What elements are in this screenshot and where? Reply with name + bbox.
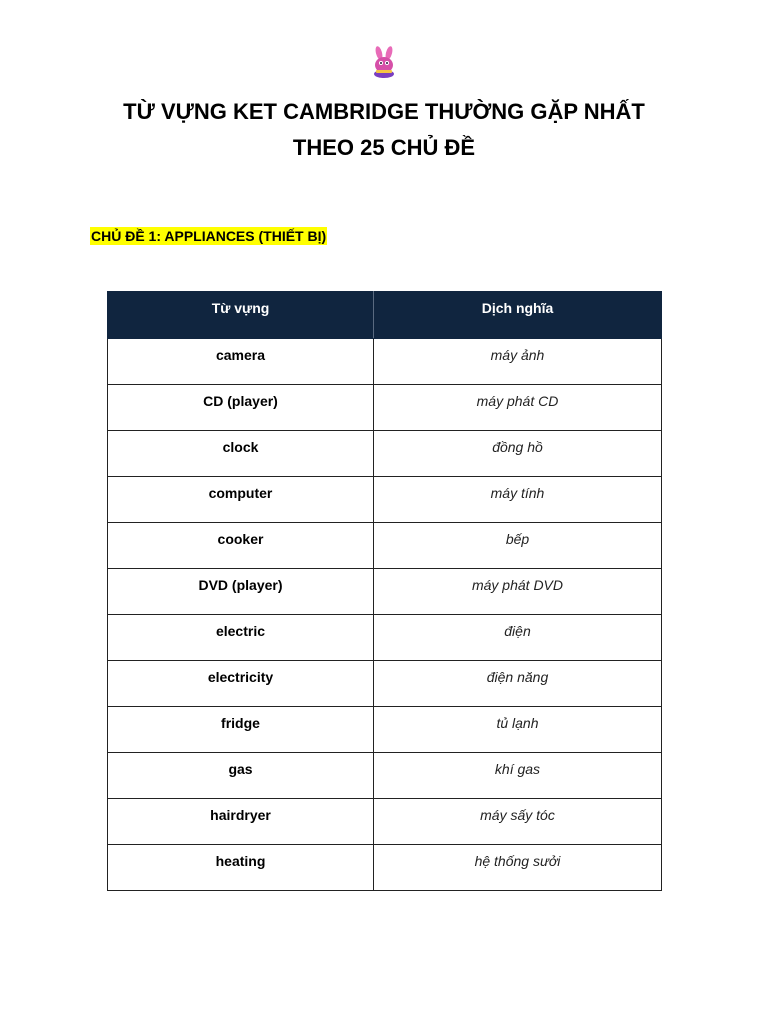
meaning-cell: đồng hồ (374, 431, 662, 477)
table-row (108, 569, 662, 615)
meaning-cell: khí gas (374, 753, 662, 799)
word-cell: clock (108, 431, 374, 477)
column-header-word: Từ vựng (108, 292, 374, 339)
table-row (108, 661, 662, 707)
table-row (108, 615, 662, 661)
column-header-meaning: Dịch nghĩa (374, 292, 662, 339)
meaning-cell: máy phát DVD (374, 569, 662, 615)
document-title (0, 94, 768, 166)
word-cell: cooker (108, 523, 374, 569)
word-cell: heating (108, 845, 374, 891)
word-cell: electricity (108, 661, 374, 707)
meaning-cell: máy phát CD (374, 385, 662, 431)
meaning-cell: tủ lạnh (374, 707, 662, 753)
word-cell: computer (108, 477, 374, 523)
vocabulary-table (107, 291, 662, 891)
title-line-1: TỪ VỰNG KET CAMBRIDGE THƯỜNG GẶP NHẤT (123, 99, 645, 124)
meaning-cell: máy tính (374, 477, 662, 523)
table-row (108, 523, 662, 569)
meaning-cell: điện (374, 615, 662, 661)
table-row (108, 799, 662, 845)
table-row (108, 753, 662, 799)
table-row (108, 845, 662, 891)
meaning-cell: hệ thống sưởi (374, 845, 662, 891)
table-row (108, 477, 662, 523)
word-cell: CD (player) (108, 385, 374, 431)
bunny-mascot-icon (370, 46, 398, 78)
word-cell: camera (108, 339, 374, 385)
table-row (108, 385, 662, 431)
meaning-cell: điện năng (374, 661, 662, 707)
meaning-cell: máy ảnh (374, 339, 662, 385)
word-cell: gas (108, 753, 374, 799)
title-line-2: THEO 25 CHỦ ĐỀ (292, 135, 476, 160)
word-cell: electric (108, 615, 374, 661)
table-row (108, 707, 662, 753)
table-row (108, 431, 662, 477)
table-row (108, 339, 662, 385)
word-cell: DVD (player) (108, 569, 374, 615)
table-header-row (108, 292, 662, 339)
word-cell: fridge (108, 707, 374, 753)
section-heading: CHỦ ĐỀ 1: APPLIANCES (THIẾT BỊ) (91, 228, 327, 244)
word-cell: hairdryer (108, 799, 374, 845)
meaning-cell: bếp (374, 523, 662, 569)
meaning-cell: máy sấy tóc (374, 799, 662, 845)
